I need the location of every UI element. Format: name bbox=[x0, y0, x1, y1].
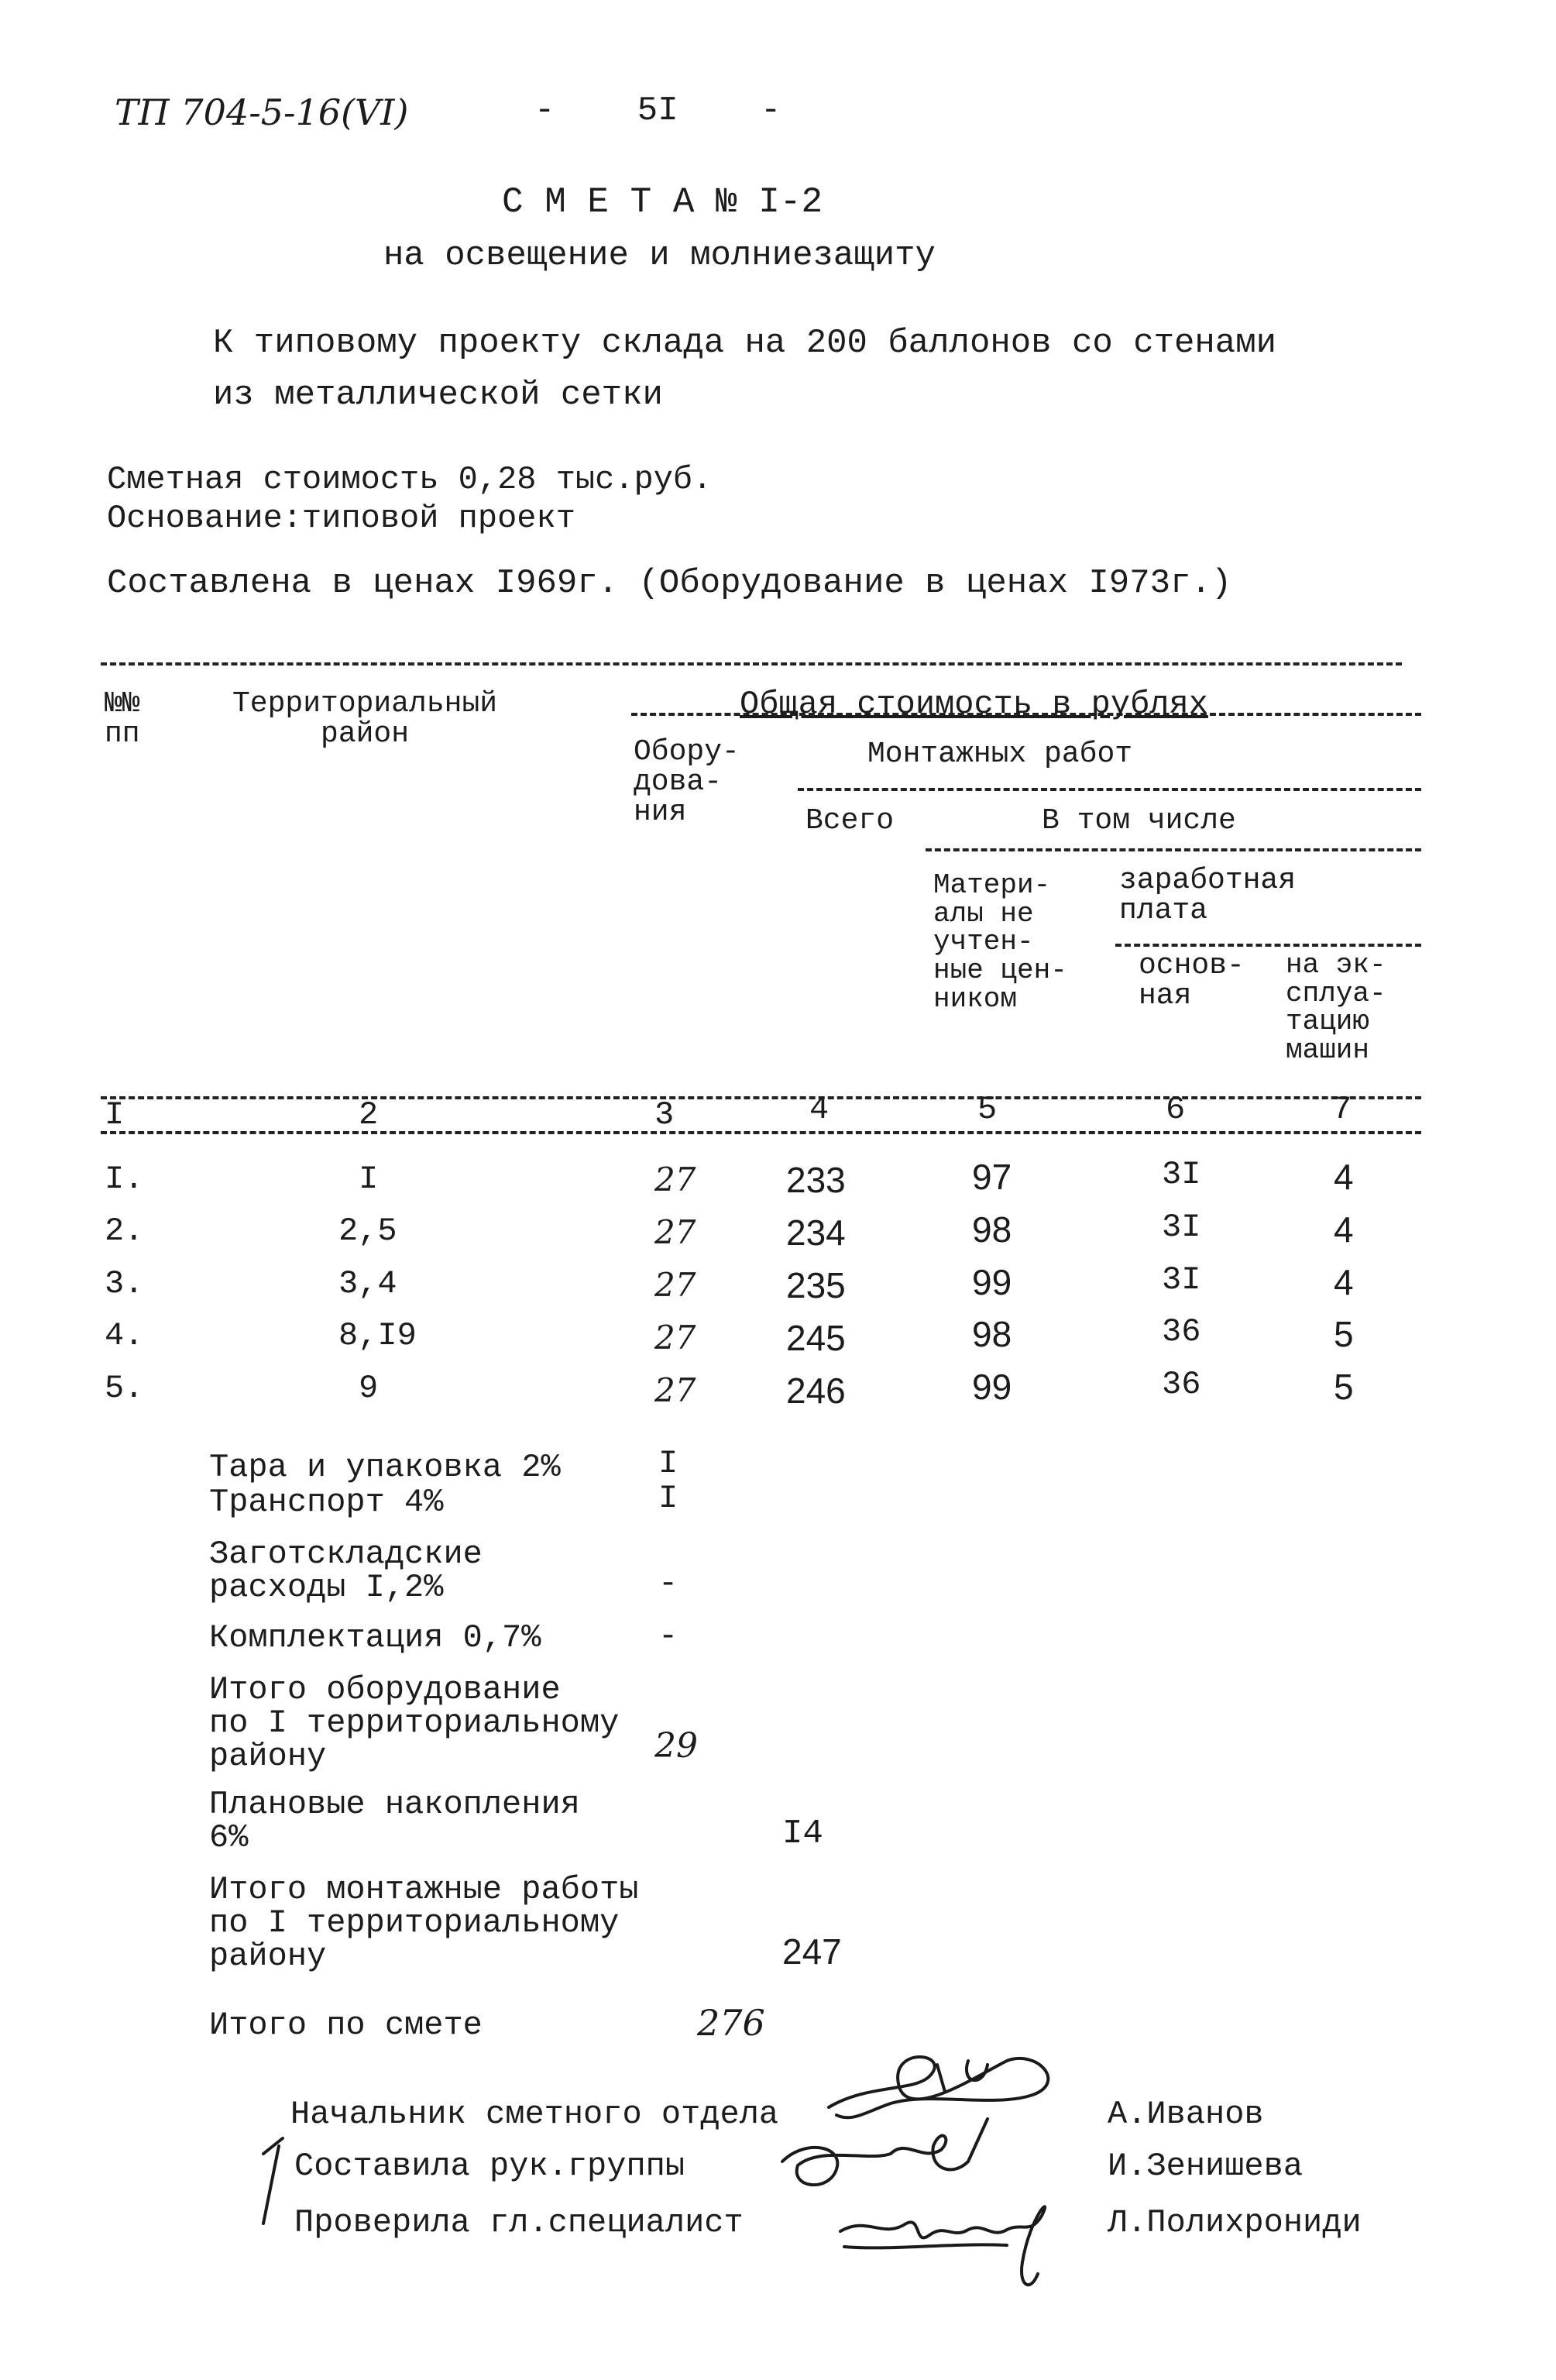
equipment-total-value: 29 bbox=[654, 1726, 698, 1766]
transport-label: Транспорт 4% bbox=[209, 1484, 444, 1521]
installation-rule bbox=[798, 788, 1421, 791]
row-machines: 4 bbox=[1334, 1157, 1354, 1197]
row-number: 2. bbox=[105, 1212, 144, 1250]
tara-label: Тара и упаковка 2% bbox=[209, 1449, 561, 1486]
row-wages-basic: 3I bbox=[1162, 1261, 1201, 1298]
row-total: 235 bbox=[786, 1265, 846, 1305]
header-machine-operation: на эк- сплуа- тацию машин bbox=[1286, 949, 1386, 1067]
row-wages-basic: 36 bbox=[1162, 1366, 1201, 1403]
signature-name-3: Л.Полихрониди bbox=[1108, 2204, 1362, 2241]
estimated-cost: Сметная стоимость 0,28 тыс.руб. bbox=[107, 461, 713, 498]
row-region: 9 bbox=[359, 1370, 379, 1407]
table-top-rule bbox=[101, 662, 1402, 666]
header-including: В том числе bbox=[1042, 804, 1236, 837]
equipment-total-label: Итого оборудование по I территориальному району bbox=[209, 1671, 620, 1775]
column-number-7: 7 bbox=[1332, 1091, 1352, 1128]
column-numbers-top-rule bbox=[101, 1096, 1421, 1099]
kitting-value: - bbox=[658, 1618, 678, 1655]
row-machines: 5 bbox=[1334, 1314, 1354, 1354]
tara-value: I bbox=[658, 1445, 678, 1482]
planned-savings-label: Плановые накопления 6% bbox=[209, 1786, 580, 1856]
header-materials: Матери- алы не учтен- ные цен- ником bbox=[933, 869, 1067, 1015]
row-machines: 4 bbox=[1334, 1209, 1354, 1250]
row-materials: 99 bbox=[972, 1367, 1012, 1407]
signature-name-1: А.Иванов bbox=[1108, 2096, 1264, 2133]
row-region: I bbox=[359, 1161, 379, 1198]
header-territorial-region: Территориальный район bbox=[232, 687, 498, 751]
wages-rule bbox=[1115, 944, 1421, 947]
estimate-total-value: 276 bbox=[697, 2002, 765, 2044]
row-materials: 98 bbox=[972, 1209, 1012, 1250]
price-basis: Составлена в ценах I969г. (Оборудование в ценах I973г.) bbox=[107, 564, 1232, 603]
document-subtitle: на освещение и молниезащиту bbox=[383, 236, 936, 275]
planned-savings-value: I4 bbox=[782, 1814, 823, 1853]
row-number: I. bbox=[105, 1161, 144, 1198]
column-number-1: I bbox=[105, 1096, 125, 1133]
row-equipment: 27 bbox=[654, 1266, 696, 1304]
header-total-cost: Общая стоимость в рублях bbox=[740, 686, 1208, 723]
row-wages-basic: 36 bbox=[1162, 1313, 1201, 1350]
row-equipment: 27 bbox=[654, 1161, 696, 1199]
header-wages: заработная плата bbox=[1119, 864, 1297, 927]
signature-role-2: Составила рук.группы bbox=[294, 2148, 685, 2185]
installation-total-label: Итого монтажные работы по I территориальному району bbox=[209, 1871, 639, 1975]
project-description-line2: из металлической сетки bbox=[213, 376, 663, 414]
signature-name-2: И.Зенишева bbox=[1108, 2148, 1304, 2185]
row-wages-basic: 3I bbox=[1162, 1156, 1201, 1193]
row-number: 3. bbox=[105, 1265, 144, 1302]
column-number-2: 2 bbox=[359, 1096, 379, 1133]
procurement-value: - bbox=[658, 1565, 678, 1602]
column-numbers-bottom-rule bbox=[101, 1131, 1421, 1134]
row-number: 5. bbox=[105, 1370, 144, 1407]
signature-role-1: Начальник сметного отдела bbox=[290, 2096, 779, 2133]
row-wages-basic: 3I bbox=[1162, 1209, 1201, 1246]
row-machines: 5 bbox=[1334, 1367, 1354, 1407]
header-total: Всего bbox=[805, 804, 895, 837]
transport-value: I bbox=[658, 1480, 678, 1517]
row-region: 3,4 bbox=[338, 1265, 397, 1302]
row-materials: 98 bbox=[972, 1314, 1012, 1354]
row-machines: 4 bbox=[1334, 1262, 1354, 1302]
estimate-basis: Основание:типовой проект bbox=[107, 500, 575, 537]
kitting-label: Комплектация 0,7% bbox=[209, 1619, 541, 1656]
project-description-line1: К типовому проекту склада на 200 баллонов со стенами bbox=[213, 324, 1277, 363]
column-number-3: 3 bbox=[654, 1096, 675, 1133]
document-code: ТП 704-5-16(VI) bbox=[115, 91, 409, 133]
document-title: С М Е Т А № I-2 bbox=[502, 182, 823, 222]
row-region: 8,I9 bbox=[338, 1317, 417, 1354]
row-total: 233 bbox=[786, 1160, 846, 1200]
header-row-number: №№ пп bbox=[105, 687, 140, 751]
page-number: - 5I - bbox=[534, 91, 781, 130]
column-number-4: 4 bbox=[809, 1091, 830, 1128]
row-region: 2,5 bbox=[338, 1212, 397, 1250]
row-total: 246 bbox=[786, 1371, 846, 1411]
column-number-6: 6 bbox=[1166, 1091, 1186, 1128]
header-equipment: Обору- дова- ния bbox=[634, 735, 740, 829]
procurement-label: Заготскладские расходы I,2% bbox=[209, 1536, 483, 1606]
installation-total-value: 247 bbox=[782, 1931, 842, 1972]
row-materials: 97 bbox=[972, 1157, 1012, 1197]
row-materials: 99 bbox=[972, 1262, 1012, 1302]
column-number-5: 5 bbox=[977, 1091, 998, 1128]
signature-role-3: Проверила гл.специалист bbox=[294, 2204, 744, 2241]
row-number: 4. bbox=[105, 1317, 144, 1354]
row-equipment: 27 bbox=[654, 1371, 696, 1409]
estimate-total-label: Итого по смете bbox=[209, 2007, 483, 2044]
including-rule bbox=[926, 848, 1421, 851]
row-equipment: 27 bbox=[654, 1213, 696, 1251]
header-installation-works: Монтажных работ bbox=[867, 738, 1133, 771]
row-equipment: 27 bbox=[654, 1319, 696, 1357]
row-total: 234 bbox=[786, 1212, 846, 1253]
row-total: 245 bbox=[786, 1318, 846, 1358]
header-wages-basic: основ- ная bbox=[1139, 949, 1245, 1013]
